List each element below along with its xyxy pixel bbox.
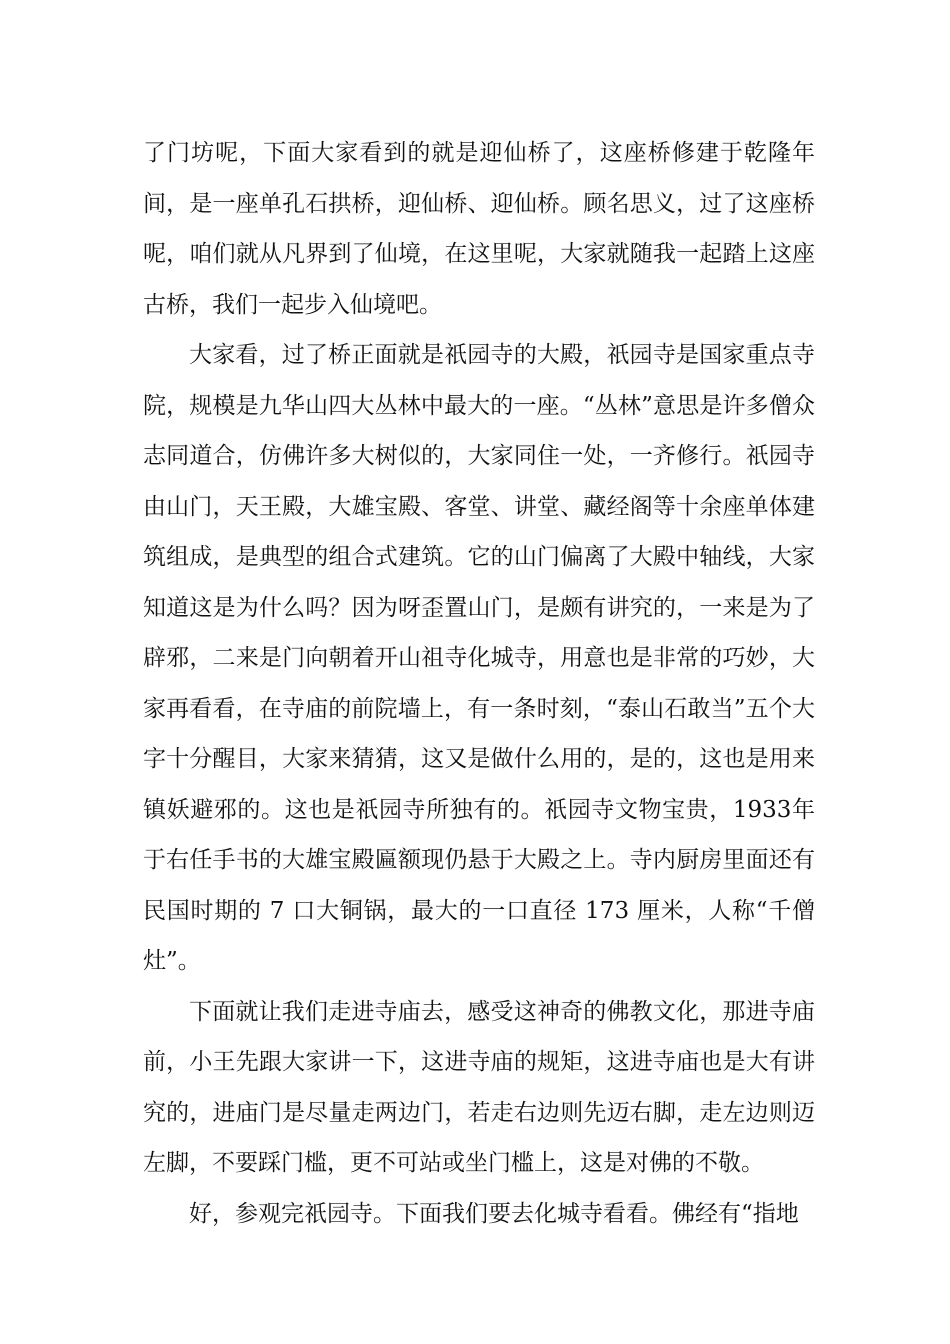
paragraph-2: 大家看，过了桥正面就是祇园寺的大殿，祇园寺是国家重点寺院，规模是九华山四大丛林中最大的一座。“丛林”意思是许多僧众志同道合，仿佛许多大树似的，大家同住一处，一齐修行。祇园寺由山门，天王殿，大雄宝殿、客堂、讲堂、藏经阁等十余座单体建筑组成，是典型的组合式建筑。它的山门偏离了大殿中轴线，大家知道这是为什么吗？因为呀歪置山门，是颇有讲究的，一来是为了辟邪，二来是门向朝着开山祖寺化城寺，用意也是非常的巧妙，大家再看看，在寺庙的前院墙上，有一条时刻，“泰山石敢当”五个大字十分醒目，大家来猜猜，这又是做什么用的，是的，这也是用来镇妖避邪的。这也是祇园寺所独有的。祇园寺文物宝贵，1933年于右任手书的大雄宝殿匾额现仍悬于大殿之上。寺内厨房里面还有民国时期的 7 口大铜锅，最大的一口直径 173 厘米，人称“千僧灶”。 xyxy=(143,342,815,974)
paragraph-3: 下面就让我们走进寺庙去，感受这神奇的佛教文化，那进寺庙前，小王先跟大家讲一下，这进寺庙的规矩，这进寺庙也是大有讲究的，进庙门是尽量走两边门，若走右边则先迈右脚，走左边则迈左脚，不要踩门槛，更不可站或坐门槛上，这是对佛的不敬。 xyxy=(143,998,815,1176)
paragraph-4: 好，参观完祇园寺。下面我们要去化城寺看看。佛经有“指地 xyxy=(189,1200,799,1227)
paragraph-1: 了门坊呢，下面大家看到的就是迎仙桥了，这座桥修建于乾隆年间，是一座单孔石拱桥，迎仙桥、迎仙桥。顾名思义，过了这座桥呢，咱们就从凡界到了仙境，在这里呢，大家就随我一起踏上这座古桥，我们一起步入仙境吧。 xyxy=(143,140,815,318)
document-body xyxy=(143,128,815,1239)
